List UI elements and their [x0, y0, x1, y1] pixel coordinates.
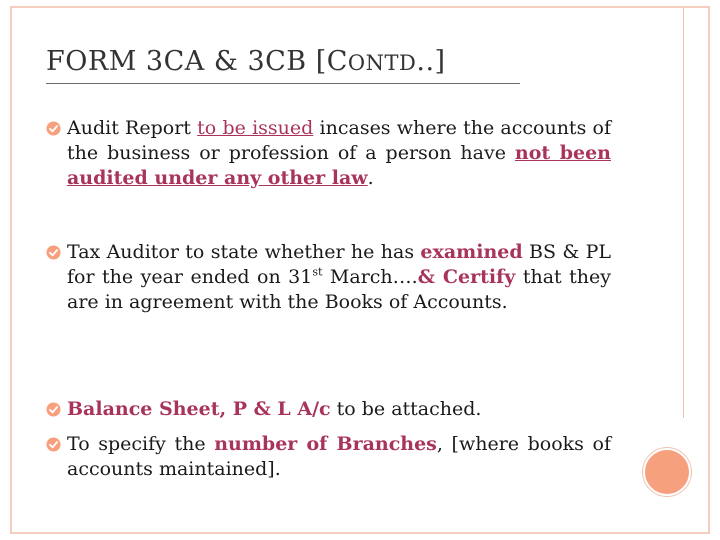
slide-title	[46, 44, 446, 81]
bullet-item-balance-sheet	[46, 397, 611, 422]
text-segment: Audit Report	[67, 117, 198, 139]
bullet-text	[67, 240, 611, 315]
title-underline	[46, 83, 520, 84]
text-segment: to be attached.	[330, 398, 482, 420]
highlight-number-of-branches: number of Branches	[214, 433, 437, 455]
highlight-not-audited: not been audited under any other law	[67, 142, 611, 189]
decorative-side-line	[683, 8, 684, 418]
text-segment: Tax Auditor to state whether he has	[67, 241, 421, 263]
highlight-examined: examined	[420, 241, 523, 263]
text-segment: , [where books of accounts maintained].	[67, 433, 611, 480]
text-segment: BS & PL for the year ended on 31	[67, 241, 611, 288]
bullet-text	[67, 432, 611, 482]
superscript: st	[312, 265, 323, 279]
highlight-balance-sheet: Balance Sheet, P & L A/c	[67, 398, 331, 420]
text-segment: .	[367, 167, 374, 189]
title-smallcaps: ONTD	[347, 51, 417, 75]
text-segment: To specify the	[67, 433, 215, 455]
bullet-text	[67, 397, 611, 422]
text-segment: March….	[322, 266, 418, 288]
text-segment: have	[460, 142, 515, 164]
circled-check-icon	[46, 402, 61, 417]
circled-check-icon	[46, 245, 61, 260]
highlight-to-be-issued: to be issued	[197, 117, 314, 139]
bullet-item-branches	[46, 432, 611, 482]
title-main: FORM 3CA & 3CB [C	[46, 46, 348, 77]
title-end: ..]	[416, 46, 446, 77]
bullet-item-tax-auditor	[46, 240, 611, 315]
text-segment: incases where the accounts of the business or profession of a person	[67, 117, 612, 164]
decorative-circle	[643, 448, 691, 496]
circled-check-icon	[46, 121, 61, 136]
circled-check-icon	[46, 437, 61, 452]
bullet-text	[67, 116, 611, 191]
highlight-certify: & Certify	[417, 266, 516, 288]
bullet-item-audit-report	[46, 116, 611, 191]
text-segment: that they are in agreement with the Books of Accounts.	[67, 266, 611, 313]
